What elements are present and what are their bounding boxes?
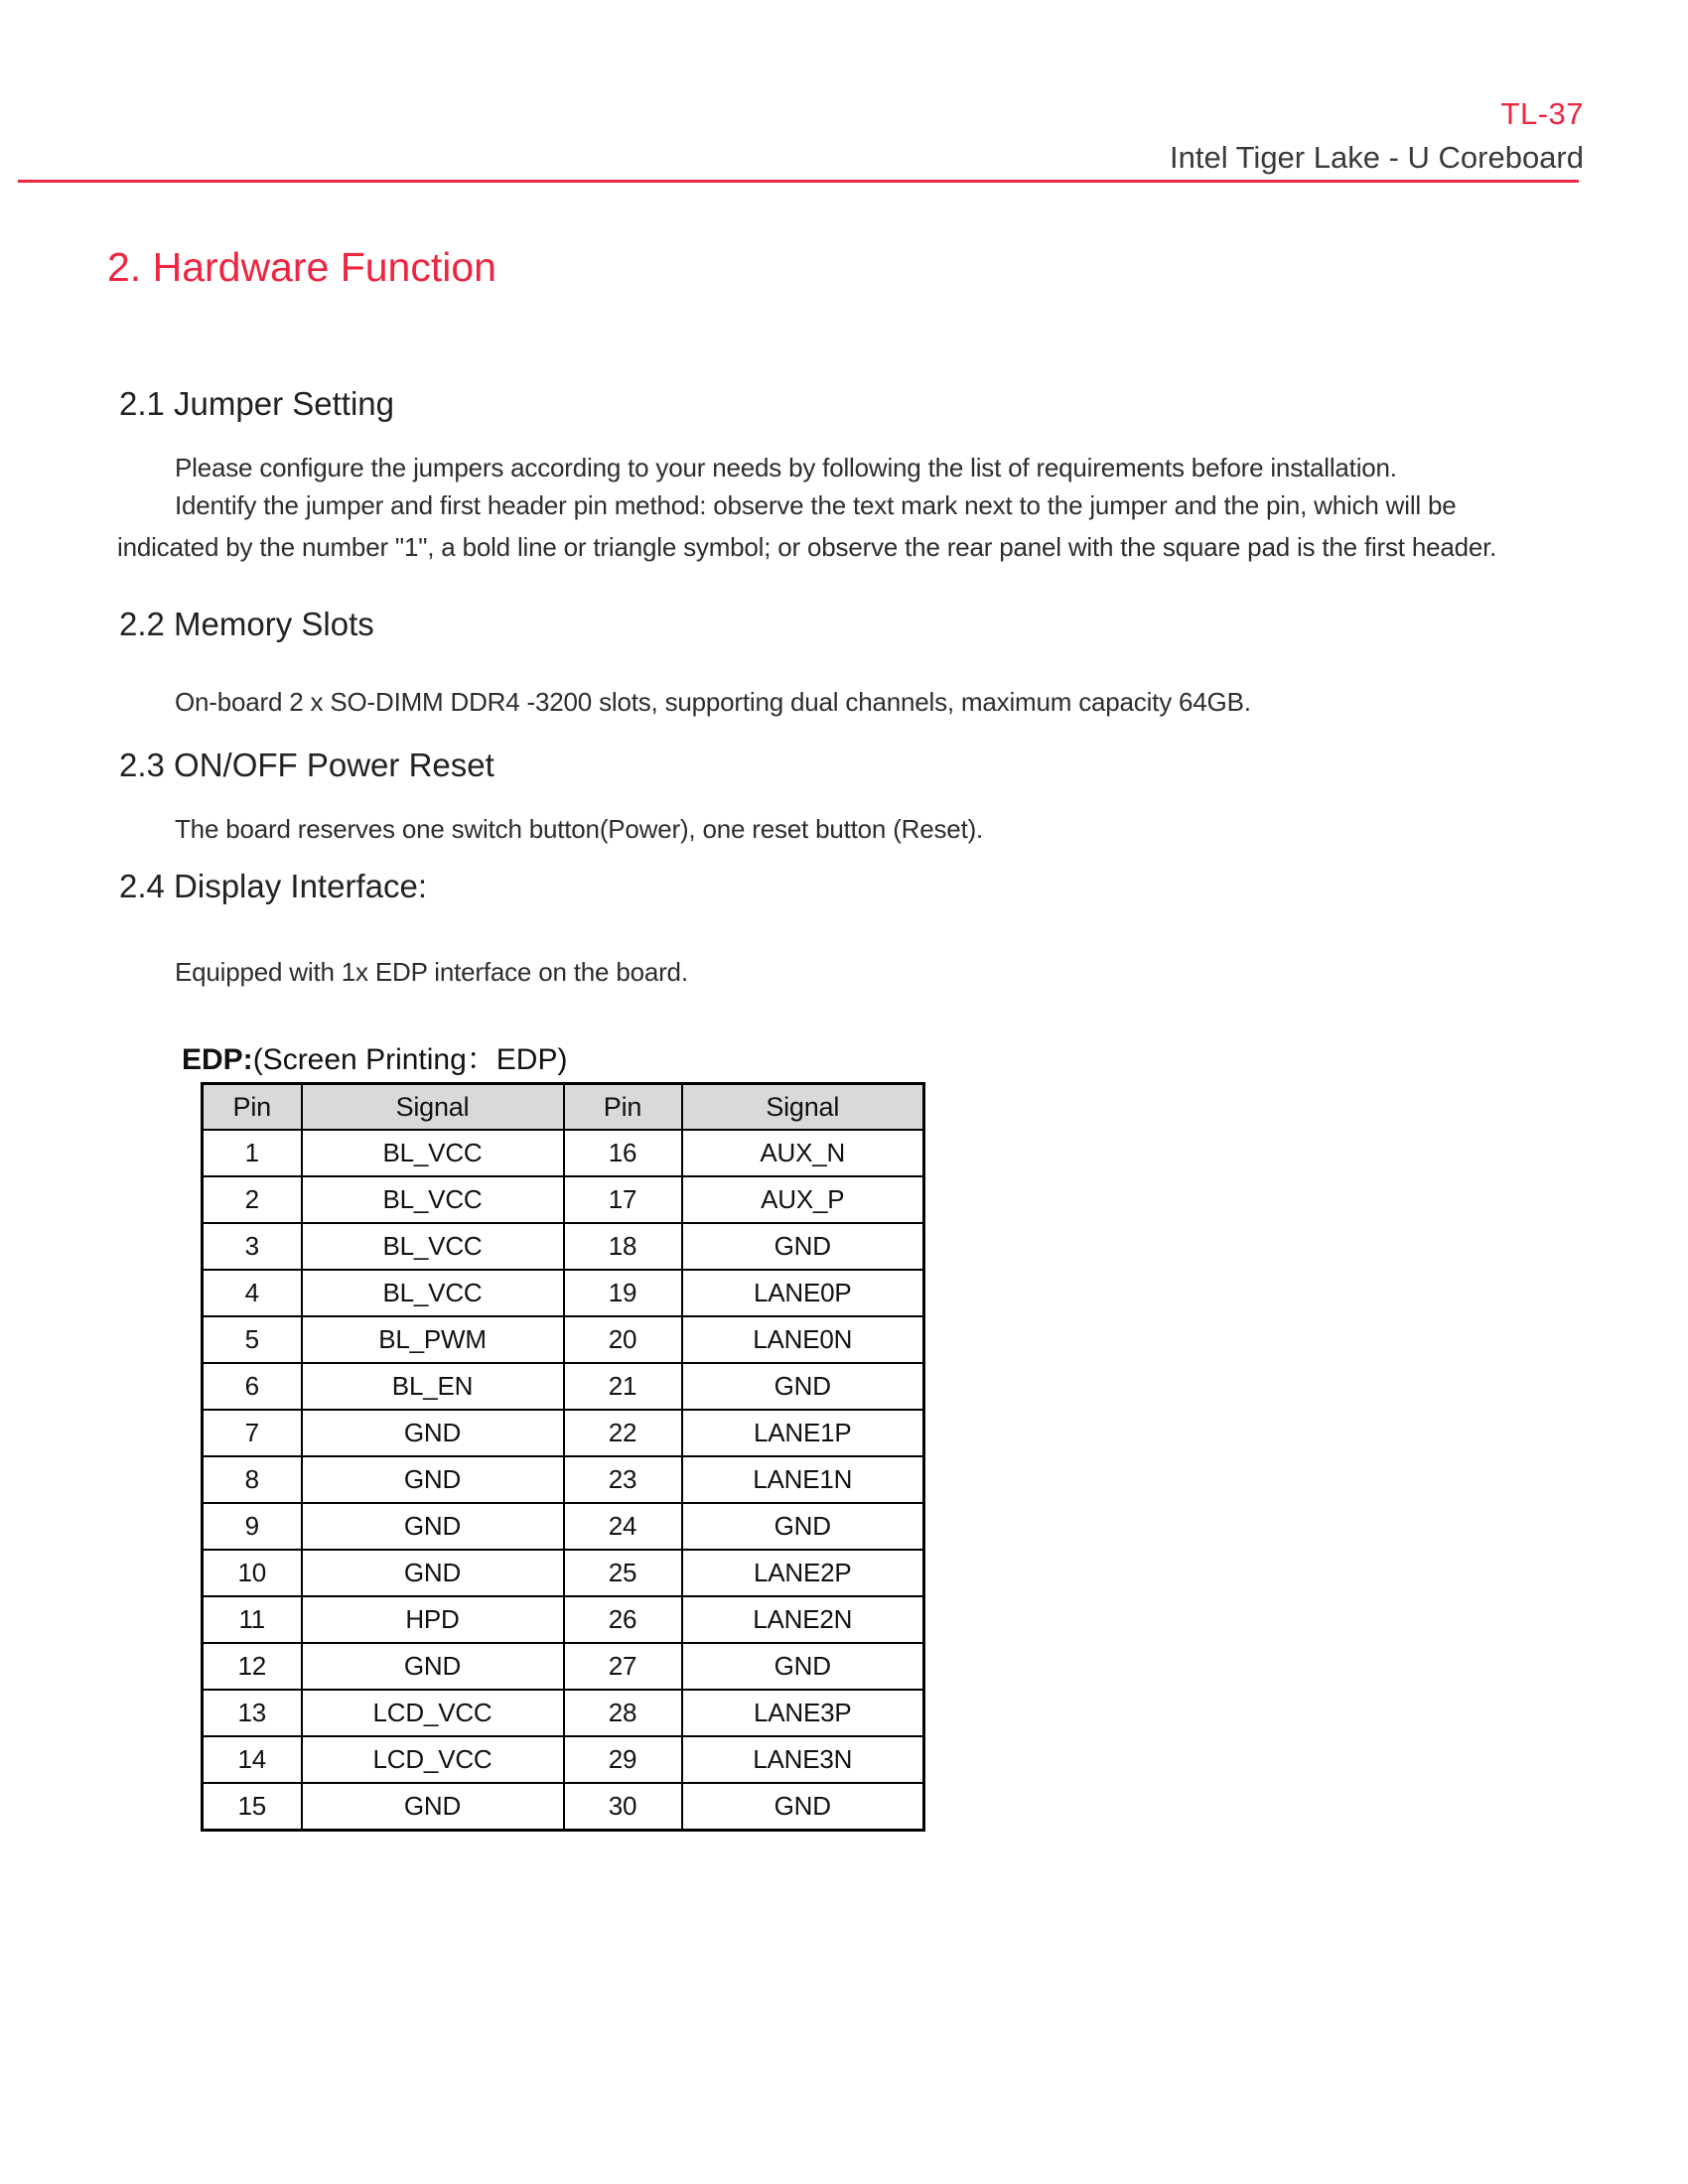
table-row: [203, 1503, 924, 1550]
signal-cell: BL_PWM: [302, 1316, 564, 1363]
header-divider-rule: [18, 180, 1579, 183]
table-row: [203, 1596, 924, 1643]
edp-caption-bold: EDP:: [182, 1043, 253, 1076]
pin-cell: 6: [203, 1363, 302, 1410]
product-name: Intel Tiger Lake - U Coreboard: [1170, 139, 1584, 175]
signal-cell: BL_VCC: [302, 1223, 564, 1270]
edp-pinout-table: [201, 1082, 925, 1832]
pin-cell: 17: [564, 1176, 682, 1223]
signal-cell: LANE0N: [682, 1316, 924, 1363]
column-header-pin-left: Pin: [203, 1084, 302, 1131]
table-row: [203, 1643, 924, 1690]
model-number: TL-37: [1500, 96, 1584, 131]
pin-cell: 24: [564, 1503, 682, 1550]
pin-cell: 22: [564, 1410, 682, 1456]
table-row: [203, 1363, 924, 1410]
power-paragraph: The board reserves one switch button(Power), one reset button (Reset).: [175, 814, 984, 844]
table-row: [203, 1223, 924, 1270]
signal-cell: GND: [302, 1643, 564, 1690]
signal-cell: GND: [682, 1643, 924, 1690]
pin-cell: 10: [203, 1550, 302, 1596]
pin-cell: 14: [203, 1736, 302, 1783]
chapter-title: 2. Hardware Function: [107, 244, 496, 290]
table-row: [203, 1270, 924, 1316]
pin-cell: 30: [564, 1783, 682, 1831]
section-title-power-reset: 2.3 ON/OFF Power Reset: [119, 747, 494, 783]
jumper-paragraph-2-line-2: indicated by the number "1", a bold line or triangle symbol; or observe the rear panel with the square pad is the first header.: [117, 532, 1497, 562]
pin-cell: 18: [564, 1223, 682, 1270]
pin-cell: 15: [203, 1783, 302, 1831]
signal-cell: LANE2N: [682, 1596, 924, 1643]
signal-cell: LCD_VCC: [302, 1690, 564, 1736]
signal-cell: GND: [302, 1410, 564, 1456]
signal-cell: LANE1P: [682, 1410, 924, 1456]
table-header-row: [203, 1084, 924, 1131]
table-row: [203, 1176, 924, 1223]
table-row: [203, 1690, 924, 1736]
signal-cell: LANE0P: [682, 1270, 924, 1316]
memory-paragraph: On-board 2 x SO-DIMM DDR4 -3200 slots, supporting dual channels, maximum capacity 64GB.: [175, 687, 1251, 717]
running-header: [1170, 95, 1584, 178]
signal-cell: LCD_VCC: [302, 1736, 564, 1783]
signal-cell: BL_VCC: [302, 1270, 564, 1316]
signal-cell: BL_EN: [302, 1363, 564, 1410]
pin-cell: 7: [203, 1410, 302, 1456]
column-header-signal-left: Signal: [302, 1084, 564, 1131]
pin-cell: 20: [564, 1316, 682, 1363]
pin-cell: 19: [564, 1270, 682, 1316]
pin-cell: 13: [203, 1690, 302, 1736]
section-title-jumper-setting: 2.1 Jumper Setting: [119, 385, 394, 422]
jumper-paragraph-1: Please configure the jumpers according to your needs by following the list of requirements before installation.: [175, 453, 1397, 482]
signal-cell: AUX_N: [682, 1130, 924, 1176]
table-row: [203, 1456, 924, 1503]
table-row: [203, 1783, 924, 1831]
pin-cell: 11: [203, 1596, 302, 1643]
table-row: [203, 1316, 924, 1363]
pin-cell: 9: [203, 1503, 302, 1550]
pin-cell: 2: [203, 1176, 302, 1223]
signal-cell: LANE2P: [682, 1550, 924, 1596]
pin-cell: 5: [203, 1316, 302, 1363]
signal-cell: GND: [302, 1503, 564, 1550]
edp-caption-rest: (Screen Printing：EDP): [252, 1043, 568, 1076]
pin-cell: 12: [203, 1643, 302, 1690]
pin-cell: 8: [203, 1456, 302, 1503]
signal-cell: LANE3P: [682, 1690, 924, 1736]
edp-table-body: [203, 1130, 924, 1831]
signal-cell: GND: [682, 1223, 924, 1270]
pin-cell: 3: [203, 1223, 302, 1270]
pin-cell: 26: [564, 1596, 682, 1643]
pin-cell: 21: [564, 1363, 682, 1410]
jumper-paragraph-2-line-1: Identify the jumper and first header pin method: observe the text mark next to the jumper and the pin, which will be: [175, 490, 1457, 520]
signal-cell: LANE1N: [682, 1456, 924, 1503]
pin-cell: 28: [564, 1690, 682, 1736]
display-paragraph: Equipped with 1x EDP interface on the board.: [175, 957, 688, 987]
signal-cell: GND: [682, 1363, 924, 1410]
signal-cell: GND: [302, 1550, 564, 1596]
pin-cell: 16: [564, 1130, 682, 1176]
pin-cell: 23: [564, 1456, 682, 1503]
column-header-signal-right: Signal: [682, 1084, 924, 1131]
pin-cell: 1: [203, 1130, 302, 1176]
table-row: [203, 1410, 924, 1456]
signal-cell: GND: [302, 1783, 564, 1831]
column-header-pin-right: Pin: [564, 1084, 682, 1131]
signal-cell: GND: [682, 1503, 924, 1550]
pin-cell: 4: [203, 1270, 302, 1316]
pin-cell: 29: [564, 1736, 682, 1783]
signal-cell: GND: [302, 1456, 564, 1503]
section-title-memory-slots: 2.2 Memory Slots: [119, 606, 374, 642]
signal-cell: BL_VCC: [302, 1176, 564, 1223]
table-row: [203, 1550, 924, 1596]
signal-cell: LANE3N: [682, 1736, 924, 1783]
table-row: [203, 1736, 924, 1783]
jumper-paragraph-2: [117, 484, 1496, 568]
section-title-display-interface: 2.4 Display Interface:: [119, 868, 427, 904]
signal-cell: GND: [682, 1783, 924, 1831]
edp-table-caption: [182, 1034, 567, 1078]
table-row: [203, 1130, 924, 1176]
pin-cell: 25: [564, 1550, 682, 1596]
signal-cell: BL_VCC: [302, 1130, 564, 1176]
signal-cell: AUX_P: [682, 1176, 924, 1223]
pin-cell: 27: [564, 1643, 682, 1690]
signal-cell: HPD: [302, 1596, 564, 1643]
